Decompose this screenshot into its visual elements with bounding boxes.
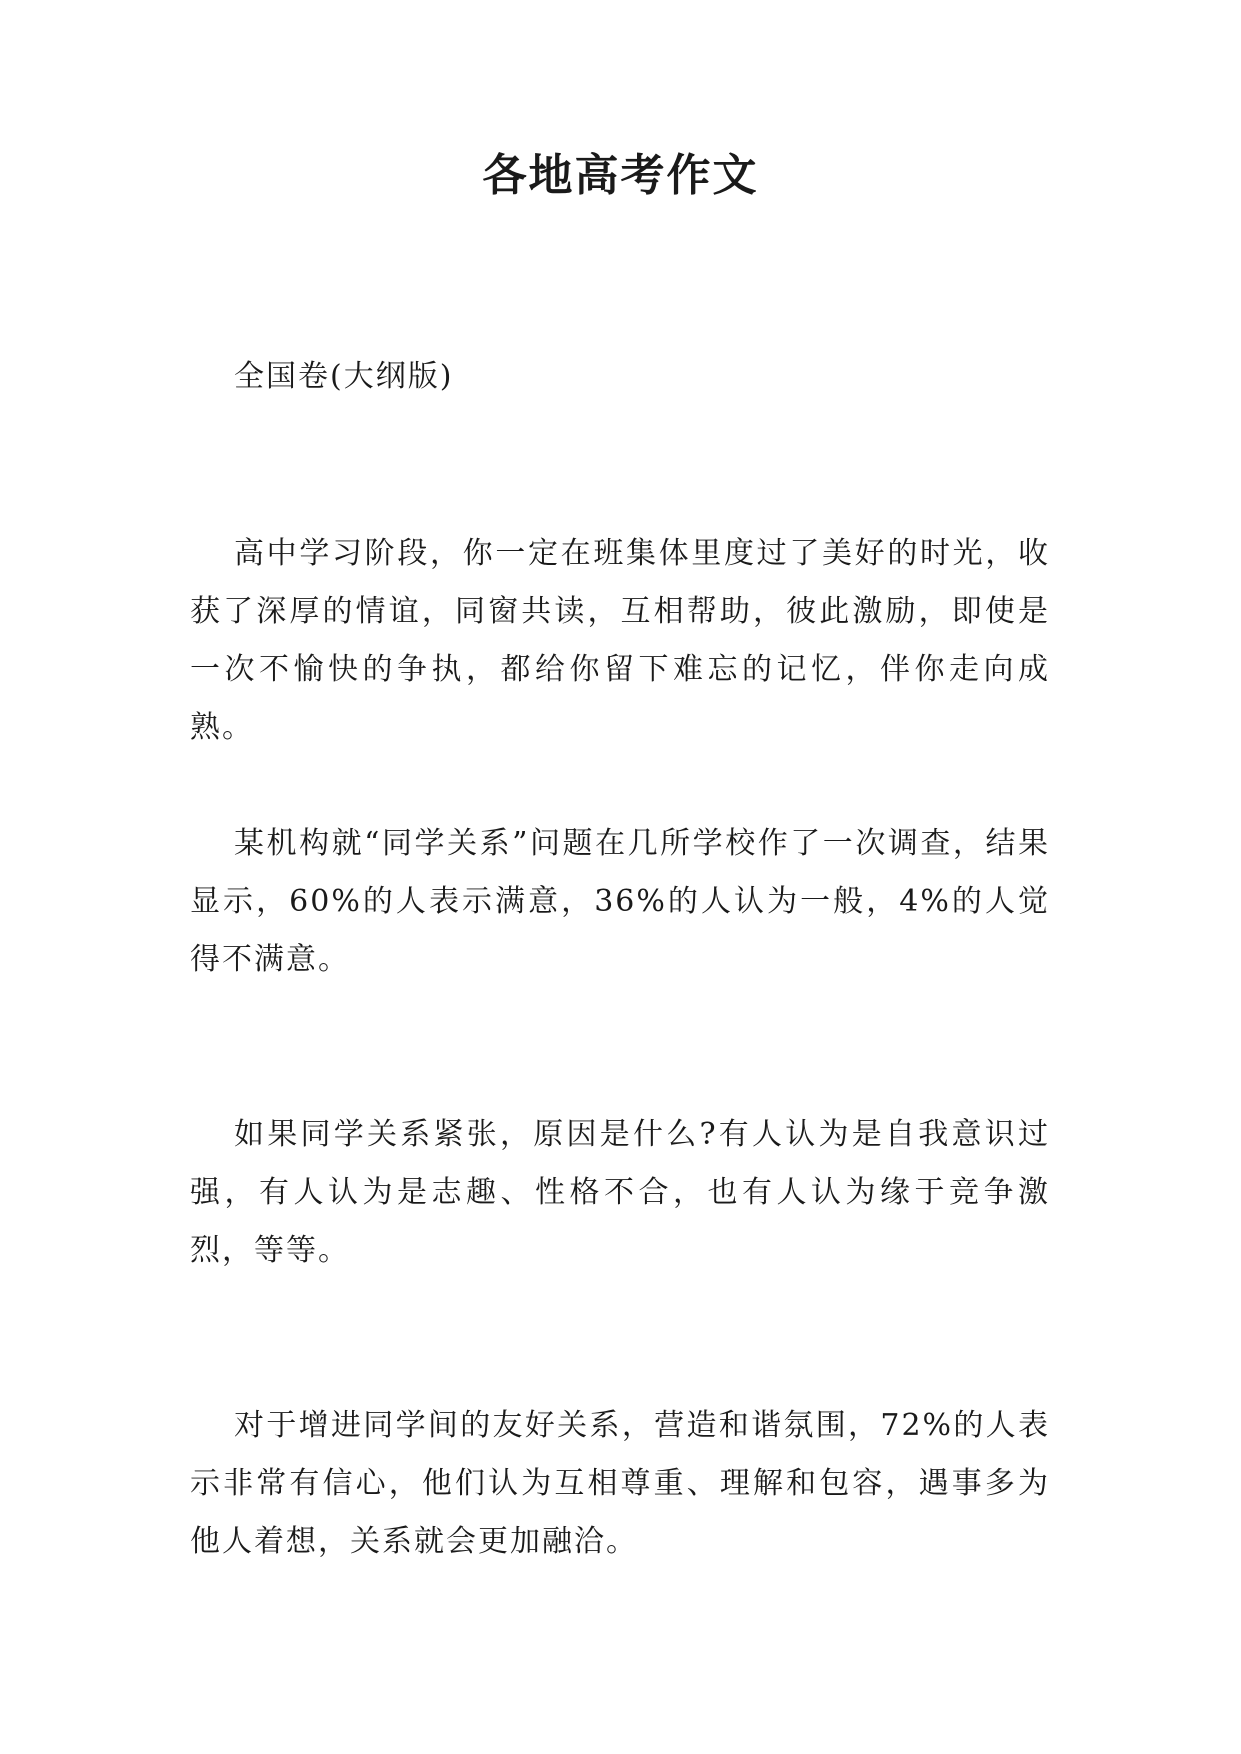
paragraph-tension-causes: 如果同学关系紧张，原因是什么?有人认为是自我意识过强，有人认为是志趣、性格不合，也有人认为缘于竞争激烈，等等。 [190, 1117, 1050, 1268]
paragraph-improving-relations: 对于增进同学间的友好关系，营造和谐氛围，72%的人表示非常有信心，他们认为互相尊重、理解和包容，遇事多为他人着想，关系就会更加融洽。 [190, 1408, 1050, 1559]
document-title: 各地高考作文 [482, 150, 759, 201]
exam-source-line: 全国卷(大纲版) [234, 359, 454, 394]
paragraph-class-memories: 高中学习阶段，你一定在班集体里度过了美好的时光，收获了深厚的情谊，同窗共读，互相帮助，彼此激励，即使是一次不愉快的争执，都给你留下难忘的记忆，伴你走向成熟。 [190, 536, 1050, 745]
paragraph-survey-results: 某机构就“同学关系”问题在几所学校作了一次调查，结果显示，60%的人表示满意，36%的人认为一般，4%的人觉得不满意。 [190, 826, 1050, 977]
